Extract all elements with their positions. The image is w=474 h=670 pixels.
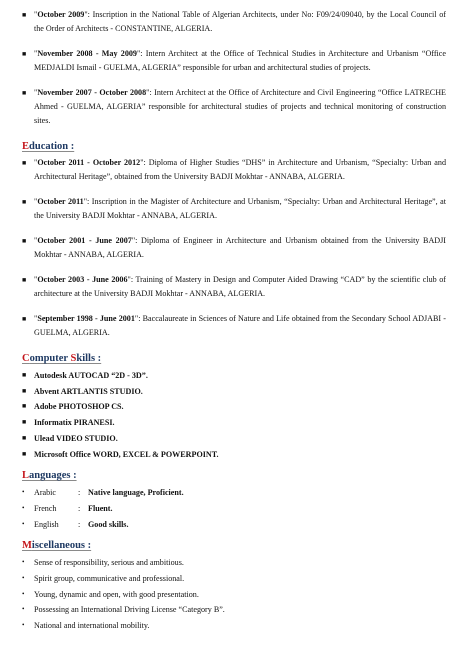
square-bullet-icon: ■ [22,402,27,411]
misc-item: • Possessing an International Driving License “Category B”. [22,602,446,618]
entry-date: November 2008 - May 2009 [37,49,137,58]
entry-date: November 2007 - October 2008 [37,88,147,97]
entry-date: October 2011 [37,197,84,206]
square-bullet-icon: ■ [22,315,27,323]
entry-date: October 2003 - June 2006 [37,275,128,284]
education-item: ■ "October 2001 - June 2007": Diploma of Engineer in Architecture and Urbanism obtained from the University BADJI Mokhtar - ANNABA, ALGERIA. [22,234,446,262]
misc-item: • Spirit group, communicative and professional. [22,571,446,587]
section-title-miscellaneous: Miscellaneous : [22,540,92,552]
entry-text: : Training of Mastery in Design and Computer Aided Drawing “CAD” by the scientific club of architecture at the University BADJI Mokhtar - ANNABA, ALGERIA. [34,275,446,298]
languages-list [22,485,446,532]
language-name: Arabic [34,488,57,498]
skill-item: ■ Ulead VIDEO STUDIO. [22,431,446,447]
square-bullet-icon: ■ [22,50,27,58]
entry-text: : Intern Architect at the Office of Technical Studies in Architecture and Urbanism “Office MEDJALDI Ismail - GUELMA, ALGERIA” responsible for urban and architectural studies of projects. [34,49,446,72]
misc-item: • National and international mobility. [22,618,446,634]
square-bullet-icon: ■ [22,418,27,427]
square-bullet-icon: ■ [22,386,27,395]
entry-date: October 2001 - June 2007 [37,236,132,245]
entry-date: October 2011 - October 2012 [37,158,141,167]
entry-date: September 1998 - June 2001 [37,314,135,323]
language-item: • English : Good skills. [22,517,446,533]
square-bullet-icon: ■ [22,433,27,442]
language-level: Good skills. [88,519,129,529]
education-item: ■ "October 2011": Inscription in the Magister of Architecture and Urbanism, “Specialty: Urban and Architectural Heritage”, at the University BADJI Mokhtar - ANNABA, ALGERIA. [22,195,446,223]
misc-item: • Sense of responsibility, serious and ambitious. [22,555,446,571]
entry-text: : Diploma of Engineer in Architecture and Urbanism obtained from the University BADJI Mokhtar - ANNABA, ALGERIA. [34,236,446,259]
misc-item: • Young, dynamic and open, with good presentation. [22,587,446,603]
experience-list [22,8,446,128]
experience-item: ■ "November 2007 - October 2008": Intern Architect at the Office of Architecture and Civil Engineering “Office LATRECHE Ahmed - GUELMA, ALGERIA” responsible for architectural studies of projects and technical monitoring of construction sites. [22,86,446,128]
square-bullet-icon: ■ [22,371,27,379]
entry-text: : Diploma of Higher Studies “DHS” in Architecture and Urbanism, “Specialty: Urban and Architectural Heritage”, obtained from the University BADJI Mokhtar - ANNABA, ALGERIA. [34,158,446,181]
language-name: English [34,519,59,529]
section-title-languages: Languages : [22,470,77,482]
round-bullet-icon: • [22,574,25,583]
square-bullet-icon: ■ [22,11,27,19]
section-title-education: Education : [22,141,75,152]
entry-text: : Intern Architect at the Office of Architecture and Civil Engineering “Office LATRECHE Ahmed - GUELMA, ALGERIA” responsible for architectural studies of projects and technical monitoring of construction sites. [34,88,446,125]
language-name: French [34,503,57,513]
entry-date: October 2009 [37,10,85,19]
entry-text: : Baccalaureate in Sciences of Nature and Life obtained from the Secondary School ADJABI - GUELMA, ALGERIA. [34,314,446,337]
round-bullet-icon: • [22,488,25,497]
skill-item: ■ Adobe PHOTOSHOP CS. [22,399,446,415]
square-bullet-icon: ■ [22,89,27,97]
misc-list [22,555,446,634]
round-bullet-icon: • [22,503,25,512]
square-bullet-icon: ■ [22,276,27,284]
skill-item: ■ Microsoft Office WORD, EXCEL & POWERPOINT. [22,447,446,463]
square-bullet-icon: ■ [22,449,27,458]
language-item: • French : Fluent. [22,501,446,517]
language-level: Fluent. [88,503,113,513]
skill-item: ■ Informatix PIRANESI. [22,415,446,431]
round-bullet-icon: • [22,589,25,598]
skill-item: ■ Autodesk AUTOCAD “2D - 3D”. [22,368,446,384]
education-item: ■ "October 2011 - October 2012": Diploma of Higher Studies “DHS” in Architecture and Urbanism, “Specialty: Urban and Architectural Heritage”, obtained from the University BADJI Mokhtar - ANNABA, ALGERIA. [22,156,446,184]
experience-item: ■ "October 2009": Inscription in the National Table of Algerian Architects, under No: F09/24/09040, by the Local Council of the Order of Architects - CONSTANTINE, ALGERIA. [22,8,446,36]
language-level: Native language, Proficient. [88,488,184,498]
experience-item: ■ "November 2008 - May 2009": Intern Architect at the Office of Technical Studies in Architecture and Urbanism “Office MEDJALDI Ismail - GUELMA, ALGERIA” responsible for urban and architectural studies of projects. [22,47,446,75]
section-title-computer-skills: Computer Skills : [22,353,102,364]
education-list [22,156,446,340]
entry-text: : Inscription in the National Table of Algerian Architects, under No: F09/24/09040, by the Local Council of the Order of Architects - CONSTANTINE, ALGERIA. [34,10,446,33]
entry-text: : Inscription in the Magister of Architecture and Urbanism, “Specialty: Urban and Architectural Heritage”, at the University BADJI Mokhtar - ANNABA, ALGERIA. [34,197,446,220]
round-bullet-icon: • [22,621,25,630]
round-bullet-icon: • [22,605,25,614]
square-bullet-icon: ■ [22,159,27,167]
square-bullet-icon: ■ [22,198,27,206]
square-bullet-icon: ■ [22,237,27,245]
language-item: • Arabic : Native language, Proficient. [22,485,446,501]
education-item: ■ "September 1998 - June 2001": Baccalaureate in Sciences of Nature and Life obtained from the Secondary School ADJABI - GUELMA, ALGERIA. [22,312,446,340]
round-bullet-icon: • [22,558,25,567]
skills-list [22,368,446,462]
round-bullet-icon: • [22,519,25,528]
skill-item: ■ Abvent ARTLANTIS STUDIO. [22,384,446,400]
education-item: ■ "October 2003 - June 2006": Training of Mastery in Design and Computer Aided Drawing “CAD” by the scientific club of architecture at the University BADJI Mokhtar - ANNABA, ALGERIA. [22,273,446,301]
